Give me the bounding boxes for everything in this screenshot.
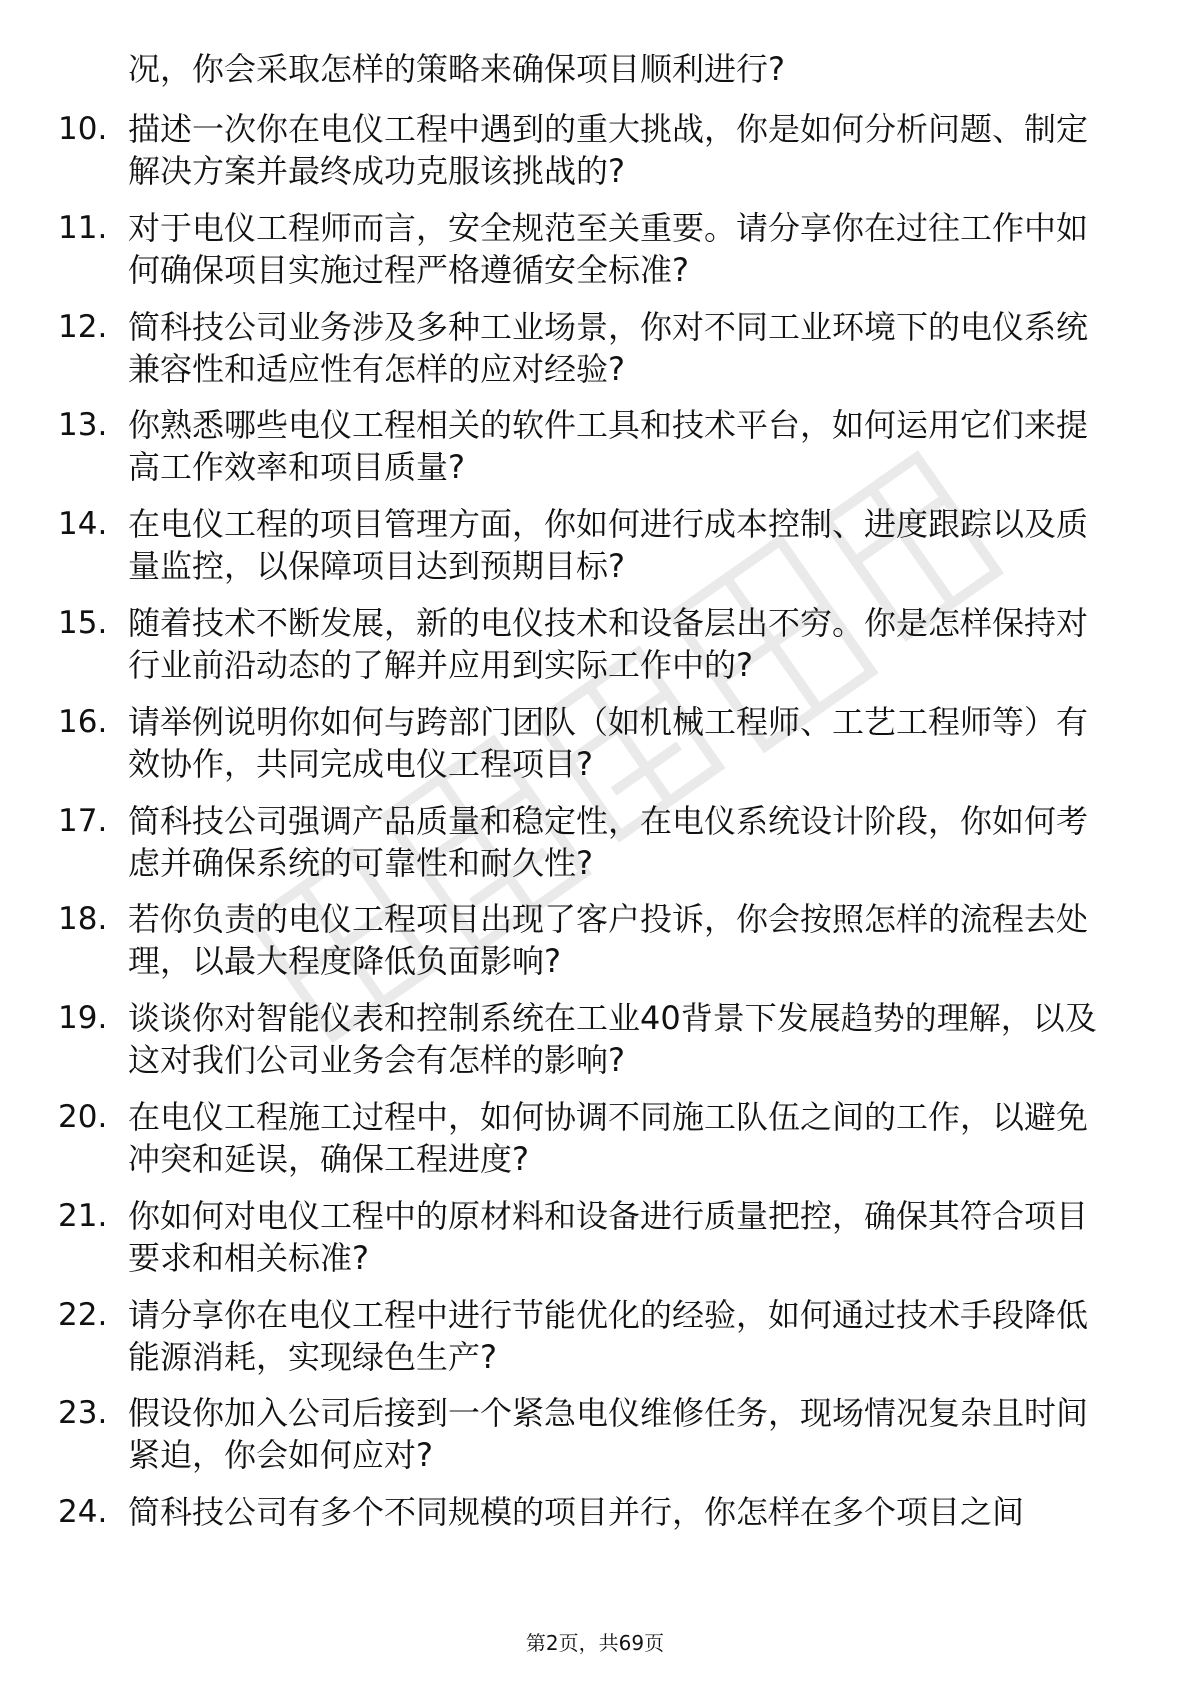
question-item — [0, 1096, 1190, 1180]
question-number: 13. — [58, 407, 108, 444]
question-item — [0, 207, 1190, 291]
question-number: 10. — [58, 111, 108, 147]
question-number: 19. — [58, 1000, 108, 1037]
question-number: 11. — [58, 209, 108, 246]
question-item — [0, 1392, 1190, 1476]
question-number: 16. — [58, 703, 108, 740]
question-text: 你熟悉哪些电仪工程相关的软件工具和技术平台，如何运用它们来提高工作效率和项目质量? — [128, 406, 1089, 487]
question-text: 假设你加入公司后接到一个紧急电仪维修任务，现场情况复杂且时间紧迫，你会如何应对? — [128, 1394, 1089, 1475]
question-text: 简科技公司有多个不同规模的项目并行，你怎样在多个项目之间 — [128, 1493, 1025, 1532]
continuation-text: 况，你会采取怎样的策略来确保项目顺利进行? — [128, 50, 785, 88]
question-text: 你如何对电仪工程中的原材料和设备进行质量把控，确保其符合项目要求和相关标准? — [128, 1196, 1089, 1277]
question-item — [0, 503, 1190, 587]
question-number: 24. — [58, 1494, 108, 1531]
question-text: 若你负责的电仪工程项目出现了客户投诉，你会按照怎样的流程去处理，以最大程度降低负面影响? — [128, 900, 1089, 981]
question-number: 18. — [58, 901, 108, 938]
question-item — [0, 1294, 1190, 1378]
question-item — [0, 898, 1190, 982]
question-text: 简科技公司业务涉及多种工业场景，你对不同工业环境下的电仪系统兼容性和适应性有怎样的应对经验? — [128, 307, 1089, 388]
question-text: 请举例说明你如何与跨部门团队（如机械工程师、工艺工程师等）有效协作，共同完成电仪工程项目? — [128, 702, 1089, 783]
question-number: 20. — [58, 1098, 108, 1135]
question-number: 21. — [58, 1197, 108, 1234]
question-item — [0, 997, 1190, 1081]
page-footer: 第2页，共69页 — [525, 1631, 665, 1655]
question-item — [0, 404, 1190, 488]
question-item — [0, 800, 1190, 884]
question-number: 23. — [58, 1395, 108, 1432]
question-item — [0, 1195, 1190, 1279]
question-text: 在电仪工程施工过程中，如何协调不同施工队伍之间的工作，以避免冲突和延误，确保工程进度? — [128, 1097, 1089, 1178]
question-item — [0, 701, 1190, 785]
question-text: 随着技术不断发展，新的电仪技术和设备层出不穷。你是怎样保持对行业前沿动态的了解并应用到实际工作中的? — [128, 603, 1089, 684]
question-text: 描述一次你在电仪工程中遇到的重大挑战，你是如何分析问题、制定解决方案并最终成功克服该挑战的? — [128, 110, 1089, 190]
question-item — [0, 108, 1190, 192]
question-number: 22. — [58, 1296, 108, 1333]
question-text: 简科技公司强调产品质量和稳定性，在电仪系统设计阶段，你如何考虑并确保系统的可靠性和耐久性? — [128, 801, 1089, 882]
question-text: 在电仪工程的项目管理方面，你如何进行成本控制、进度跟踪以及质量监控，以保障项目达到预期目标? — [128, 505, 1089, 586]
question-text: 谈谈你对智能仪表和控制系统在工业40背景下发展趋势的理解，以及这对我们公司业务会有怎样的影响? — [128, 999, 1097, 1080]
question-text: 请分享你在电仪工程中进行节能优化的经验，如何通过技术手段降低能源消耗，实现绿色生产? — [128, 1295, 1089, 1376]
question-number: 15. — [58, 604, 108, 641]
question-number: 12. — [58, 308, 108, 345]
question-list — [0, 108, 1190, 1548]
question-number: 17. — [58, 802, 108, 839]
question-item — [0, 602, 1190, 686]
question-number: 14. — [58, 506, 108, 543]
question-item — [0, 306, 1190, 390]
question-text: 对于电仪工程师而言，安全规范至关重要。请分享你在过往工作中如何确保项目实施过程严格遵循安全标准? — [128, 208, 1089, 289]
question-item — [0, 1491, 1190, 1533]
